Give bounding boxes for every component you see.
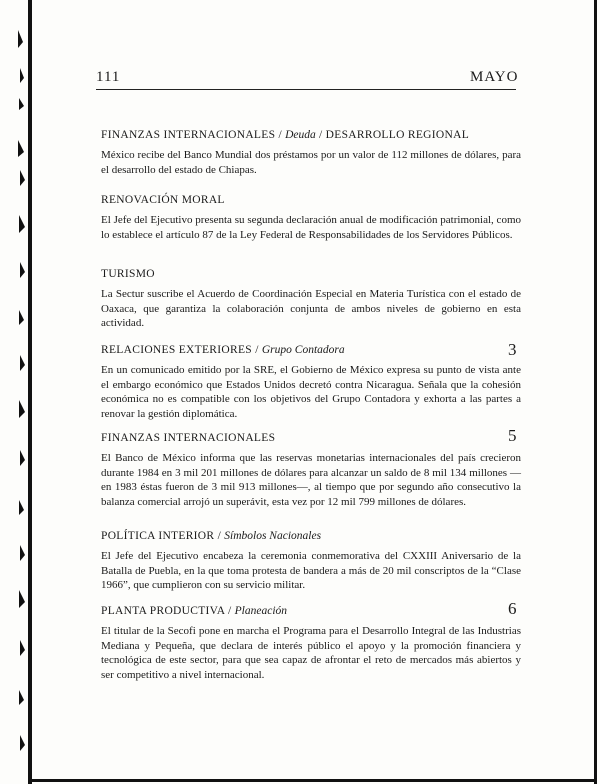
entry-body: En un comunicado emitido por la SRE, el Gobierno de México expresa su punto de vista ante el embargo económico que Estados Unidos decretó contra Nicaragua. Señala que la cohesión económica no es compatible con los objetivos del Grupo Contadora y exhorta a las partes a renovar la gestión diplomática. xyxy=(101,364,521,420)
binding-holes xyxy=(0,0,40,784)
entry-body: México recibe del Banco Mundial dos préstamos por un valor de 112 millones de dólares, para el desarrollo del estado de Chiapas. xyxy=(101,149,521,176)
header-rule xyxy=(96,89,516,90)
margin-day-number: 5 xyxy=(508,426,517,445)
entry-body: El Jefe del Ejecutivo encabeza la ceremonia conmemorativa del CXXIII Aniversario de la Batalla de Puebla, en la que toma protesta de bandera a más de 20 mil conscriptos de la “Clase 1966”, que cumplieron con su servicio militar. xyxy=(101,550,521,592)
entry-body: El titular de la Secofi pone en marcha el Programa para el Desarrollo Integral de las Industrias Mediana y Pequeña, que declara de interés público el apoyo y la promoción financiera y tecnológica de este sector, para que sea capaz de afrontar el reto de mercados más abiertos y ser competitivo a nivel internacional. xyxy=(101,625,521,681)
margin-day-number: 6 xyxy=(508,599,517,618)
entry-heading: POLÍTICA INTERIOR / Símbolos Nacionales xyxy=(101,530,322,542)
entry xyxy=(101,431,521,509)
entry xyxy=(101,193,521,242)
entry-body: El Banco de México informa que las reservas monetarias internacionales del país crecieron durante 1984 en 3 mil 201 millones de dólares para alcanzar un saldo de 8 mil 134 millones —en 1983 éstas fueron de 3 mil 913 millones—, al tiempo que por segundo año consecutivo la balanza comercial arrojó un superávit, esta vez por 12 mil 799 millones de dólares. xyxy=(101,452,521,508)
entry xyxy=(101,128,521,177)
entry xyxy=(101,604,521,682)
entry xyxy=(101,267,521,331)
entry-heading: FINANZAS INTERNACIONALES xyxy=(101,432,276,444)
entry-heading: TURISMO xyxy=(101,268,155,280)
page-number: 111 xyxy=(96,69,121,85)
margin-day-number: 3 xyxy=(508,340,517,359)
entry-body: El Jefe del Ejecutivo presenta su segunda declaración anual de modificación patrimonial, como lo establece el artículo 87 de la Ley Federal de Responsabilidades de los Servidores Públicos. xyxy=(101,214,521,241)
entry-body: La Sectur suscribe el Acuerdo de Coordinación Especial en Materia Turística con el estado de Oaxaca, que garantiza la colaboración conjunta de ambos niveles de gobierno en esta actividad. xyxy=(101,288,521,330)
entry-heading: RENOVACIÓN MORAL xyxy=(101,194,225,206)
entry xyxy=(101,343,521,421)
entry-heading: RELACIONES EXTERIORES / Grupo Contadora xyxy=(101,344,345,356)
entry-heading: PLANTA PRODUCTIVA / Planeación xyxy=(101,605,288,617)
month-header: MAYO xyxy=(470,69,519,85)
page-bottom-border xyxy=(28,779,597,782)
page-right-border xyxy=(594,0,597,784)
entry-heading: FINANZAS INTERNACIONALES / Deuda / DESARROLLO REGIONAL xyxy=(101,129,470,141)
entry xyxy=(101,529,521,593)
